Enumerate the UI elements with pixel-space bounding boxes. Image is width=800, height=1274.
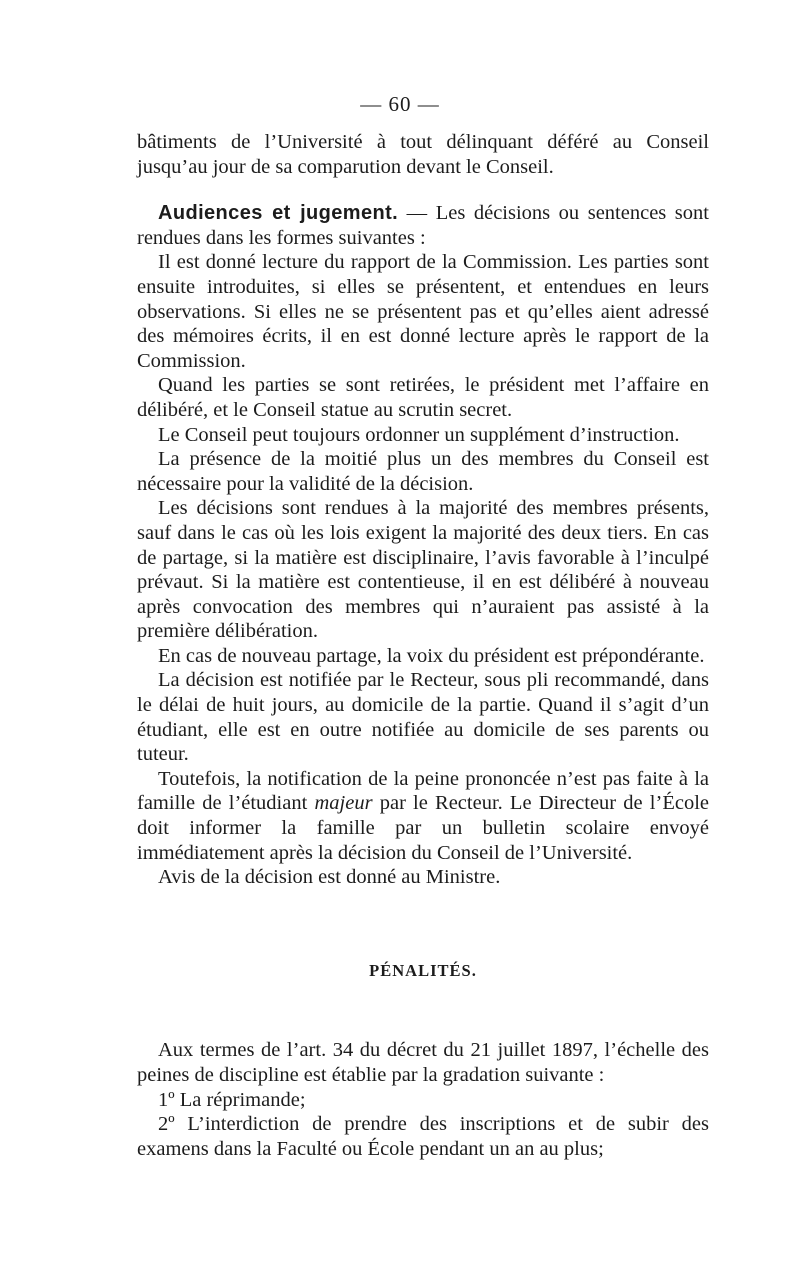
paragraph: Quand les parties se sont retirées, le président met l’affaire en délibéré, et le Conseil statue au scrutin secret. [137, 374, 709, 421]
page-body [137, 130, 709, 1161]
paragraph: Le Conseil peut toujours ordonner un supplément d’instruction. [158, 423, 680, 446]
paragraph-notification [137, 767, 709, 865]
paragraph: Aux termes de l’art. 34 du décret du 21 juillet 1897, l’échelle des peines de discipline est établie par la gradation suivante : [137, 1039, 709, 1086]
list-item: 2º L’interdiction de prendre des inscriptions et de subir des examens dans la Faculté ou École pendant un an au plus; [137, 1113, 709, 1160]
page-number: — 60 — [360, 92, 440, 116]
paragraph-text: Toutefois, la notification de la peine prononcée n’est pas faite à la famille de l’étudiant [137, 767, 709, 815]
list-item: 1º La réprimande; [158, 1088, 306, 1111]
paragraph-text: par le Recteur. Le Directeur de l’École doit informer la famille par un bulletin scolaire envoyé immédiatement après la décision du Conseil de l’Université. [137, 792, 709, 864]
section-heading-audiences: Audiences et jugement. [158, 202, 399, 225]
paragraph: Les décisions sont rendues à la majorité des membres présents, sauf dans le cas où les lois exigent la majorité des deux tiers. En cas de partage, si la matière est disciplinaire, l’avis favorable à l’inculpé prévaut. Si la matière est contentieuse, il en est délibéré à nouveau après convocation des membres qui n’auraient pas assisté à la première délibération. [137, 497, 709, 643]
paragraph: La décision est notifiée par le Recteur, sous pli recommandé, dans le délai de huit jours, au domicile de la partie. Quand il s’agit d’un étudiant, elle est en outre notifiée au domicile de ses parents ou tuteur. [137, 669, 709, 766]
emphasis-majeur: majeur [314, 792, 373, 815]
paragraph-audiences [137, 201, 709, 250]
paragraph: En cas de nouveau partage, la voix du président est prépondérante. [158, 644, 705, 667]
paragraph: La présence de la moitié plus un des membres du Conseil est nécessaire pour la validité de la décision. [137, 448, 709, 495]
paragraph: Avis de la décision est donné au Ministre. [158, 866, 501, 889]
paragraph-continuation: bâtiments de l’Université à tout délinquant déféré au Conseil jusqu’au jour de sa comparution devant le Conseil. [137, 131, 709, 178]
section-title-penalites: PÉNALITÉS. [369, 960, 477, 980]
paragraph: Il est donné lecture du rapport de la Commission. Les parties sont ensuite introduites, si elles se présentent, et entendues en leurs observations. Si elles ne se présentent pas et qu’elles aient adressé des mémoires écrits, il en est donné lecture après le rapport de la Commission. [137, 251, 709, 372]
paragraph-audiences-text: — Les décisions ou sentences sont rendues dans les formes suivantes : [137, 202, 709, 249]
